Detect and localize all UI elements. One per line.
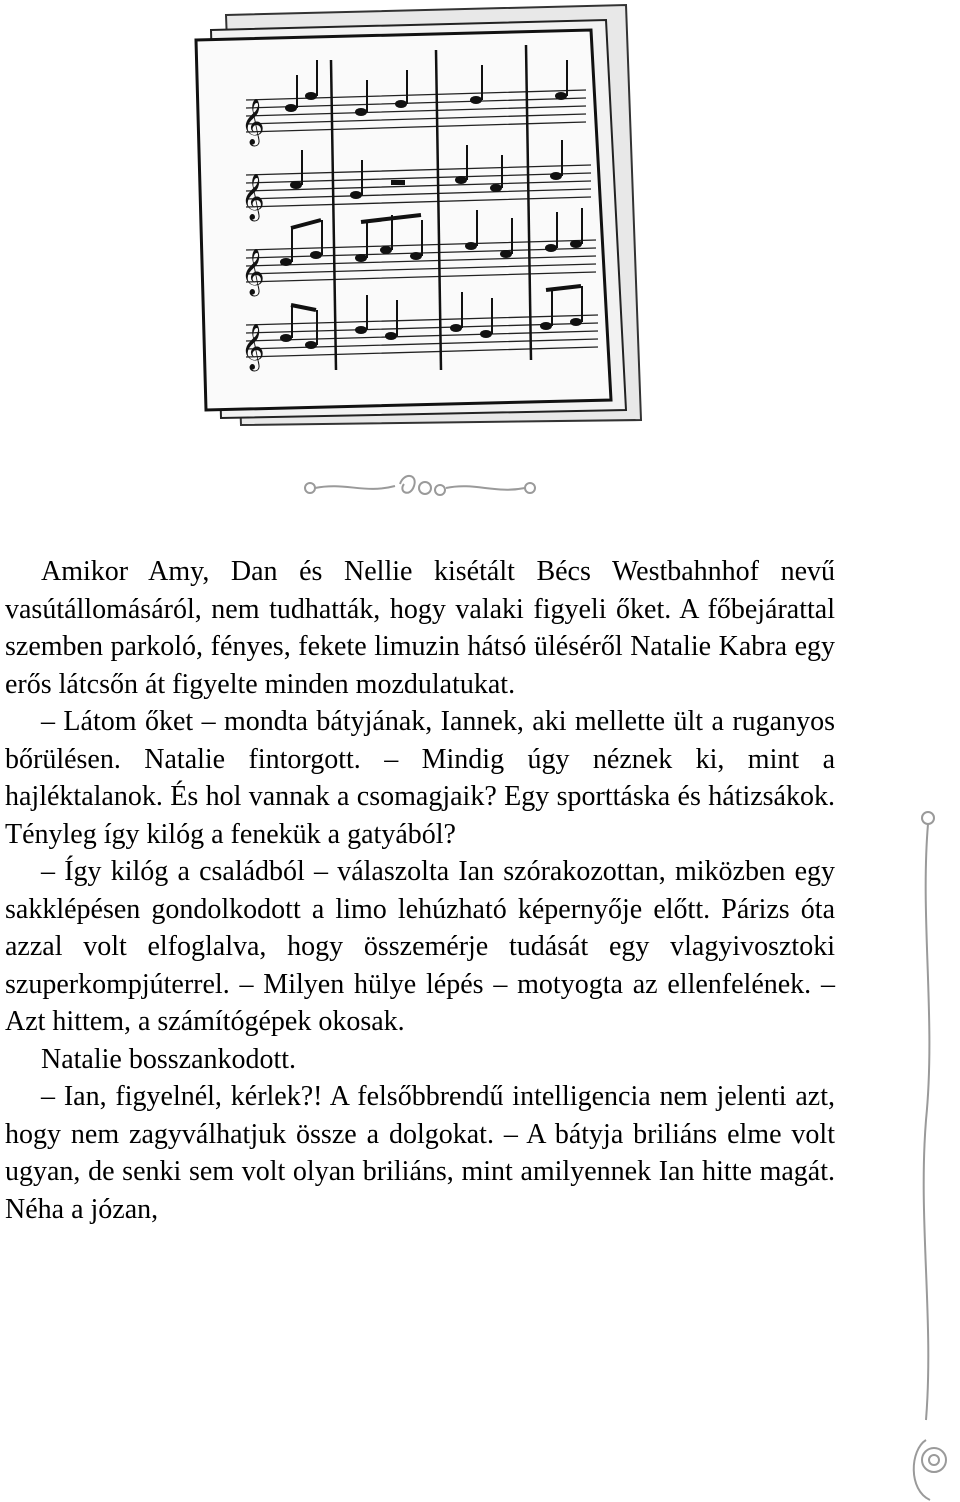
paragraph: Natalie bosszankodott. [41,1043,297,1075]
paragraph: Amikor Amy, Dan és Nellie kisétált Bécs Westbahnhof nevű vasútállomásáról, nem tudhatták, hogy valaki figyeli őket. A főbejárattal szemben parkoló, fényes, fekete limuzin hátsó üléséről Natalie Kabra egy erős látcsőn át figyelte minden mozdulatukat. [5,556,835,700]
svg-text:𝄞: 𝄞 [241,174,265,220]
paragraph: – Ian, figyelnél, kérlek?! A felsőbbrendű intelligencia nem jelenti azt, hogy nem zagyválhatjuk össze a dolgokat. – A bátyja briliáns elme volt ugyan, de senki sem volt olyan briliáns, mint amilyennek Ian hitte magát. Néha a józan, [5,1081,835,1225]
sheet-music-illustration [186,0,656,430]
ornamental-divider-icon [300,470,540,506]
paragraph: – Így kilóg a családból – válaszolta Ian szórakozottan, miközben egy sakklépésen gondolkodott a limo lehúzható képernyője előtt. Párizs óta azzal volt elfoglalva, hogy összemérje tudását egy vlagyivosztoki szuperkompjúterrel. – Milyen hülye lépés – motyogta az ellenfelének. – Azt hittem, a számítógépek okosak. [5,856,835,1037]
paragraph: – Látom őket – mondta bátyjának, Iannek, aki mellette ült a ruganyos bőrülésen. Natalie fintorgott. – Mindig úgy néznek ki, mint a hajléktalanok. És hol vannak a csomagjaik? Egy sporttáska és hátizsákok. Tényleg így kilóg a fenekük a gatyából? [5,706,835,850]
svg-text:𝄞: 𝄞 [241,99,265,145]
svg-text:𝄞: 𝄞 [241,249,265,295]
story-text [5,553,835,1228]
svg-text:𝄞: 𝄞 [241,324,265,370]
ornamental-vine-icon [900,800,960,1502]
